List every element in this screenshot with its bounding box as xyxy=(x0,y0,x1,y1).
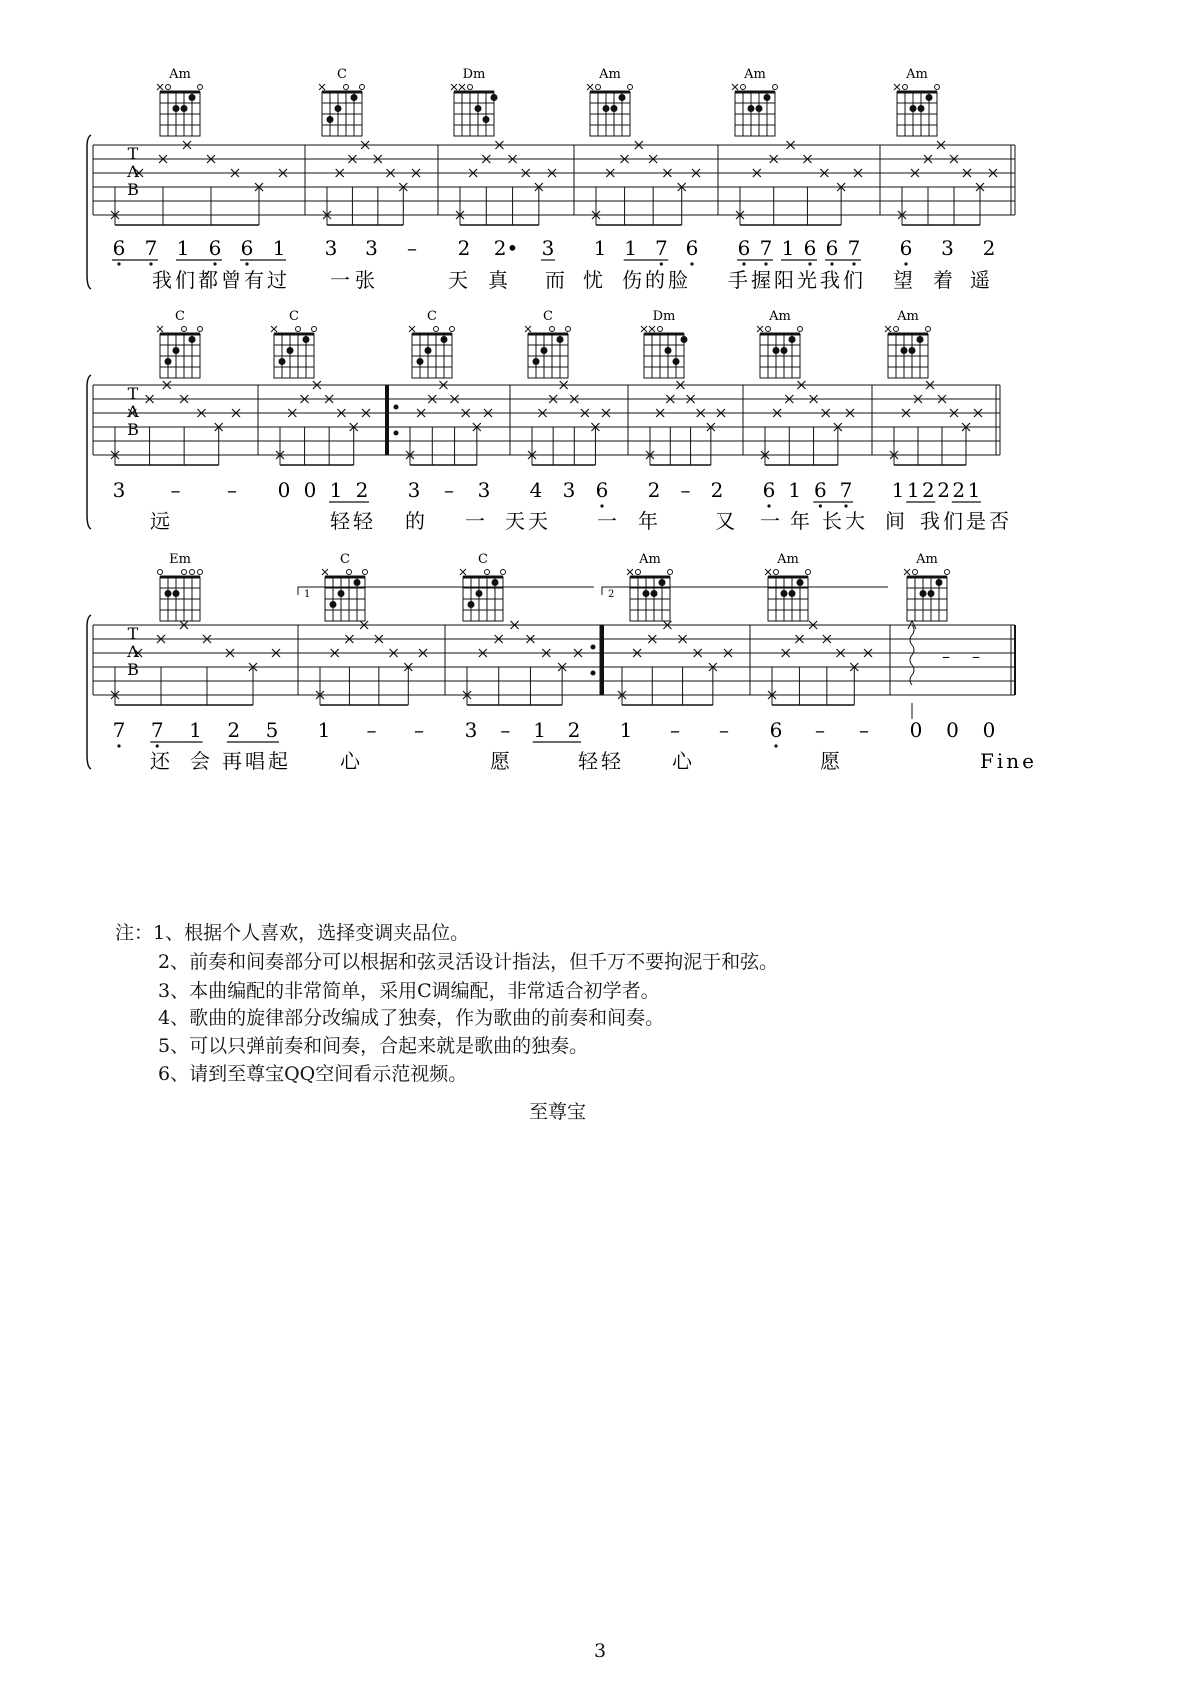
repeat-dot xyxy=(394,405,399,410)
jianpu-note: – xyxy=(680,478,691,502)
jianpu-note: 2 xyxy=(952,478,966,502)
finger-dot xyxy=(773,347,780,354)
finger-dot xyxy=(417,358,424,365)
muted-string-mark xyxy=(322,569,328,575)
jianpu-note: 2 xyxy=(710,478,724,502)
volta-number: 2 xyxy=(608,589,615,600)
tab-clef-letter: T xyxy=(127,144,139,163)
lyric-text: 心 xyxy=(340,749,363,773)
jianpu-note: 4 xyxy=(529,478,543,502)
finger-dot xyxy=(901,347,908,354)
lyric-text: 而 xyxy=(545,268,568,292)
jianpu-note: 3 xyxy=(112,478,126,502)
muted-string-mark xyxy=(459,84,465,90)
jianpu-note: 6 xyxy=(813,478,827,502)
lyric-text: Fine xyxy=(980,749,1037,773)
finger-dot xyxy=(673,358,680,365)
chord-name: Am xyxy=(769,309,791,324)
muted-string-mark xyxy=(319,84,325,90)
tab-clef-letter: A xyxy=(127,162,139,181)
chord-name: Am xyxy=(169,67,191,82)
jianpu-note: 6 xyxy=(762,478,776,502)
muted-string-mark xyxy=(732,84,738,90)
octave-dot xyxy=(156,744,159,747)
finger-dot xyxy=(611,105,618,112)
jianpu-note: 1 xyxy=(176,236,190,260)
open-string-mark xyxy=(741,85,746,90)
page-number: 3 xyxy=(593,1640,607,1662)
chord-name: C xyxy=(543,309,553,324)
finger-dot xyxy=(920,590,927,597)
jianpu-note: – xyxy=(444,478,454,502)
finger-dot xyxy=(781,590,788,597)
finger-dot xyxy=(681,336,688,343)
jianpu-note: 1 xyxy=(317,718,331,742)
lyric-text: 天 xyxy=(448,268,471,292)
finger-dot xyxy=(165,590,172,597)
open-string-mark xyxy=(773,85,778,90)
octave-dot xyxy=(767,504,770,507)
jianpu-note: 1 xyxy=(906,478,920,502)
repeat-dot xyxy=(591,645,596,650)
muted-string-mark xyxy=(451,84,457,90)
note-line-6: 6、请到至尊宝QQ空间看示范视频。 xyxy=(158,1063,468,1085)
tab-clef-letter: B xyxy=(127,180,139,199)
chord-name: C xyxy=(175,309,185,324)
chord-name: Am xyxy=(639,552,661,567)
rest-dash: – xyxy=(942,646,950,666)
finger-dot xyxy=(181,105,188,112)
open-string-mark xyxy=(894,327,899,332)
octave-dot xyxy=(213,262,216,265)
jianpu-note: – xyxy=(670,718,680,742)
finger-dot xyxy=(491,94,498,101)
note-text-1: 1、根据个人喜欢，选择变调夹品位。 xyxy=(153,922,470,944)
finger-dot xyxy=(492,579,499,586)
octave-dot xyxy=(117,262,120,265)
octave-dot xyxy=(830,262,833,265)
finger-dot xyxy=(909,347,916,354)
finger-dot xyxy=(665,347,672,354)
open-string-mark xyxy=(198,85,203,90)
note-line-4: 4、歌曲的旋律部分改编成了独奏，作为歌曲的前奏和间奏。 xyxy=(158,1007,665,1029)
arpeggio-mark xyxy=(910,625,914,685)
jianpu-note: 6 xyxy=(208,236,222,260)
jianpu-note: 6 xyxy=(685,236,699,260)
open-string-mark xyxy=(312,327,317,332)
finger-dot xyxy=(189,336,196,343)
tab-clef-letter: A xyxy=(127,642,139,661)
lyric-text: 年 xyxy=(790,509,813,533)
finger-dot xyxy=(619,94,626,101)
jianpu-note: 6 xyxy=(737,236,751,260)
open-string-mark xyxy=(596,85,601,90)
finger-dot xyxy=(335,105,342,112)
repeat-dot xyxy=(394,431,399,436)
jianpu-note: 1 xyxy=(788,478,802,502)
jianpu-note: 6 xyxy=(769,718,783,742)
finger-dot xyxy=(468,601,475,608)
muted-string-mark xyxy=(894,84,900,90)
chord-name: C xyxy=(340,552,350,567)
jianpu-note: – xyxy=(500,718,511,742)
lyric-text: 一 xyxy=(465,509,488,533)
lyric-text: 会 xyxy=(190,749,213,773)
lyric-text: 还 xyxy=(150,749,173,773)
jianpu-note: 3 xyxy=(407,478,421,502)
chord-name: Am xyxy=(916,552,938,567)
jianpu-note: 2 xyxy=(922,478,935,502)
open-string-mark xyxy=(468,85,473,90)
lyric-text: 忧 xyxy=(583,268,606,292)
finger-dot xyxy=(918,105,925,112)
jianpu-note: 3 xyxy=(477,478,491,502)
finger-dot xyxy=(541,347,548,354)
jianpu-note: 5 xyxy=(265,718,279,742)
finger-dot xyxy=(910,105,917,112)
rest-dash: – xyxy=(972,646,980,666)
lyric-text: 一 xyxy=(330,268,353,292)
jianpu-note: – xyxy=(227,478,237,502)
jianpu-note: – xyxy=(719,718,729,742)
jianpu-note: 7 xyxy=(144,236,158,260)
jianpu-note: – xyxy=(170,478,181,502)
finger-dot xyxy=(189,94,196,101)
jianpu-note: 1 xyxy=(272,236,286,260)
open-string-mark xyxy=(550,327,555,332)
open-string-mark xyxy=(434,327,439,332)
finger-dot xyxy=(533,358,540,365)
finger-dot xyxy=(748,105,755,112)
notes-prefix: 注： xyxy=(115,922,154,944)
open-string-mark xyxy=(766,327,771,332)
open-string-mark xyxy=(166,85,171,90)
jianpu-note: – xyxy=(414,718,424,742)
jianpu-note: 6 xyxy=(595,478,609,502)
jianpu-note: 1 xyxy=(189,718,202,742)
jianpu-note: 1 xyxy=(967,478,981,502)
open-string-mark xyxy=(774,570,779,575)
open-string-mark xyxy=(903,85,908,90)
finger-dot xyxy=(165,358,172,365)
muted-string-mark xyxy=(525,326,531,332)
jianpu-note: – xyxy=(815,718,825,742)
chord-name: C xyxy=(337,67,347,82)
lyric-text: 年 xyxy=(638,509,661,533)
jianpu-note: 0 xyxy=(909,718,923,742)
jianpu-note: 7 xyxy=(654,236,668,260)
finger-dot xyxy=(781,347,788,354)
muted-string-mark xyxy=(271,326,277,332)
octave-dot xyxy=(690,262,693,265)
chord-name: Am xyxy=(777,552,799,567)
jianpu-note: 1 xyxy=(781,236,795,260)
chord-name: C xyxy=(478,552,488,567)
chord-name: Dm xyxy=(462,67,486,82)
finger-dot xyxy=(303,336,310,343)
open-string-mark xyxy=(806,570,811,575)
jianpu-note: – xyxy=(407,236,417,260)
finger-dot xyxy=(651,590,658,597)
note-line-1 xyxy=(115,920,469,947)
jianpu-note: 0 xyxy=(277,478,291,502)
note-line-2: 2、前奏和间奏部分可以根据和弦灵活设计指法，但千万不要拘泥于和弦。 xyxy=(158,951,779,973)
lyric-text: 伤的脸 xyxy=(622,268,691,292)
open-string-mark xyxy=(566,327,571,332)
jianpu-note: 2 xyxy=(982,236,996,260)
octave-dot xyxy=(660,262,663,265)
chord-name: Am xyxy=(906,67,928,82)
jianpu-note: 7 xyxy=(112,718,126,742)
finger-dot xyxy=(557,336,564,343)
jianpu-note: 3 xyxy=(365,236,378,260)
lyric-text: 天天 xyxy=(505,509,551,533)
muted-string-mark xyxy=(627,569,633,575)
jianpu-note: 3 xyxy=(541,236,555,260)
open-string-mark xyxy=(485,570,490,575)
finger-dot xyxy=(351,94,358,101)
open-string-mark xyxy=(182,327,187,332)
jianpu-note: 1 xyxy=(619,718,633,742)
jianpu-note: 6 xyxy=(112,236,126,260)
jianpu-note: 2 xyxy=(355,478,369,502)
finger-dot xyxy=(928,590,935,597)
open-string-mark xyxy=(935,85,940,90)
jianpu-note: 2 xyxy=(567,718,581,742)
tab-clef-letter: T xyxy=(127,624,139,643)
octave-dot xyxy=(774,744,777,747)
jianpu-note: 0 xyxy=(982,718,996,742)
finger-dot xyxy=(287,347,294,354)
open-string-mark xyxy=(363,570,368,575)
lyric-text: 张 xyxy=(355,268,378,292)
tab-clef-letter: B xyxy=(127,420,139,439)
finger-dot xyxy=(756,105,763,112)
jianpu-note: – xyxy=(366,718,377,742)
jianpu-note: 7 xyxy=(150,718,164,742)
tab-clef-letter: A xyxy=(127,402,139,421)
lyric-text: 愿 xyxy=(820,749,843,773)
finger-dot xyxy=(603,105,610,112)
jianpu-note: 6 xyxy=(240,236,254,260)
finger-dot xyxy=(476,590,483,597)
open-string-mark xyxy=(628,85,633,90)
finger-dot xyxy=(797,579,804,586)
jianpu-note: 1 xyxy=(533,718,547,742)
jianpu-note: 3 xyxy=(324,236,338,260)
lyric-text: 远 xyxy=(150,509,173,533)
note-line-5: 5、可以只弹前奏和间奏，合起来就是歌曲的独奏。 xyxy=(158,1035,589,1057)
octave-dot xyxy=(149,262,152,265)
lyric-text: 遥 xyxy=(970,268,993,292)
finger-dot xyxy=(173,590,180,597)
jianpu-note: 1 xyxy=(624,236,638,260)
volta-number: 1 xyxy=(304,589,311,600)
jianpu-note: – xyxy=(859,718,869,742)
jianpu-note: 2• xyxy=(493,236,519,260)
finger-dot xyxy=(425,347,432,354)
octave-dot xyxy=(819,504,822,507)
finger-dot xyxy=(173,105,180,112)
octave-dot xyxy=(117,744,120,747)
muted-string-mark xyxy=(765,569,771,575)
chord-name: Dm xyxy=(652,309,676,324)
muted-string-mark xyxy=(757,326,763,332)
jianpu-note: 0 xyxy=(946,718,959,742)
repeat-start-bar xyxy=(385,385,389,455)
open-string-mark xyxy=(198,327,203,332)
open-string-mark xyxy=(347,570,352,575)
lyric-text: 的 xyxy=(405,509,428,533)
jianpu-note: 3 xyxy=(562,478,576,502)
octave-dot xyxy=(742,262,745,265)
lyric-text: 着 xyxy=(933,268,956,292)
jianpu-note: 3 xyxy=(464,718,478,742)
chord-name: Am xyxy=(744,67,766,82)
lyric-text: 再唱起 xyxy=(222,749,291,773)
open-string-mark xyxy=(360,85,365,90)
system-brace xyxy=(87,375,91,529)
lyric-text: 心 xyxy=(672,749,695,773)
lyric-text: 我们都曾有过 xyxy=(152,268,290,292)
finger-dot xyxy=(926,94,933,101)
octave-dot xyxy=(844,504,847,507)
muted-string-mark xyxy=(157,84,163,90)
open-string-mark xyxy=(798,327,803,332)
lyric-text: 我们是否 xyxy=(920,509,1012,533)
octave-dot xyxy=(764,262,767,265)
octave-dot xyxy=(904,262,907,265)
chord-name: C xyxy=(427,309,437,324)
finger-dot xyxy=(330,601,337,608)
open-string-mark xyxy=(636,570,641,575)
lyric-text: 一 xyxy=(597,509,620,533)
muted-string-mark xyxy=(641,326,647,332)
lyric-text: 轻轻 xyxy=(330,509,376,533)
lyric-text: 愿 xyxy=(490,749,513,773)
finger-dot xyxy=(643,590,650,597)
octave-dot xyxy=(852,262,855,265)
open-string-mark xyxy=(450,327,455,332)
finger-dot xyxy=(354,579,361,586)
finger-dot xyxy=(917,336,924,343)
jianpu-note: 0 xyxy=(303,478,317,502)
finger-dot xyxy=(338,590,345,597)
note-line-3: 3、本曲编配的非常简单，采用C调编配，非常适合初学者。 xyxy=(158,980,660,1002)
open-string-mark xyxy=(945,570,950,575)
octave-dot xyxy=(808,262,811,265)
open-string-mark xyxy=(296,327,301,332)
finger-dot xyxy=(789,590,796,597)
jianpu-note: 3 xyxy=(941,236,954,260)
finger-dot xyxy=(789,336,796,343)
muted-string-mark xyxy=(460,569,466,575)
tab-clef-letter: T xyxy=(127,384,139,403)
open-string-mark xyxy=(926,327,931,332)
repeat-end-bar xyxy=(600,625,604,695)
open-string-mark xyxy=(344,85,349,90)
jianpu-note: 6 xyxy=(899,236,913,260)
chord-name: C xyxy=(289,309,299,324)
open-string-mark xyxy=(913,570,918,575)
finger-dot xyxy=(764,94,771,101)
open-string-mark xyxy=(501,570,506,575)
muted-string-mark xyxy=(587,84,593,90)
jianpu-note: 2 xyxy=(937,478,950,502)
system-brace xyxy=(87,615,91,769)
chord-name: Em xyxy=(169,552,191,567)
finger-dot xyxy=(936,579,943,586)
lyric-text: 长大 xyxy=(822,509,868,533)
finger-dot xyxy=(327,116,334,123)
system-brace xyxy=(87,135,91,289)
finger-dot xyxy=(483,116,490,123)
finger-dot xyxy=(279,358,286,365)
jianpu-note: 6 xyxy=(803,236,817,260)
muted-string-mark xyxy=(649,326,655,332)
tab-clef-letter: B xyxy=(127,660,139,679)
lyric-text: 间 xyxy=(885,509,908,533)
jianpu-note: 1 xyxy=(329,478,343,502)
open-string-mark xyxy=(198,570,203,575)
muted-string-mark xyxy=(904,569,910,575)
jianpu-note: 7 xyxy=(759,236,773,260)
finger-dot xyxy=(441,336,448,343)
jianpu-note: 7 xyxy=(839,478,853,502)
jianpu-note: 6 xyxy=(825,236,839,260)
open-string-mark xyxy=(182,570,187,575)
lyric-text: 手握阳光我们 xyxy=(728,268,866,292)
open-string-mark xyxy=(190,570,195,575)
jianpu-note: 2 xyxy=(227,718,241,742)
chord-name: Am xyxy=(897,309,919,324)
jianpu-note: 1 xyxy=(891,478,905,502)
muted-string-mark xyxy=(885,326,891,332)
open-string-mark xyxy=(668,570,673,575)
muted-string-mark xyxy=(409,326,415,332)
finger-dot xyxy=(475,105,482,112)
jianpu-note: 1 xyxy=(593,236,607,260)
lyric-text: 又 xyxy=(715,509,738,533)
finger-dot xyxy=(659,579,666,586)
chord-name: Am xyxy=(599,67,621,82)
lyric-text: 一 xyxy=(760,509,783,533)
jianpu-note: 7 xyxy=(847,236,861,260)
jianpu-note: 2 xyxy=(457,236,471,260)
jianpu-note: 2 xyxy=(647,478,661,502)
octave-dot xyxy=(245,262,248,265)
finger-dot xyxy=(173,347,180,354)
muted-string-mark xyxy=(157,326,163,332)
repeat-dot xyxy=(591,671,596,676)
lyric-text: 轻轻 xyxy=(578,749,624,773)
author-name: 至尊宝 xyxy=(528,1101,586,1123)
open-string-mark xyxy=(158,570,163,575)
open-string-mark xyxy=(658,327,663,332)
octave-dot xyxy=(600,504,603,507)
lyric-text: 望 xyxy=(893,268,916,292)
lyric-text: 真 xyxy=(488,268,511,292)
